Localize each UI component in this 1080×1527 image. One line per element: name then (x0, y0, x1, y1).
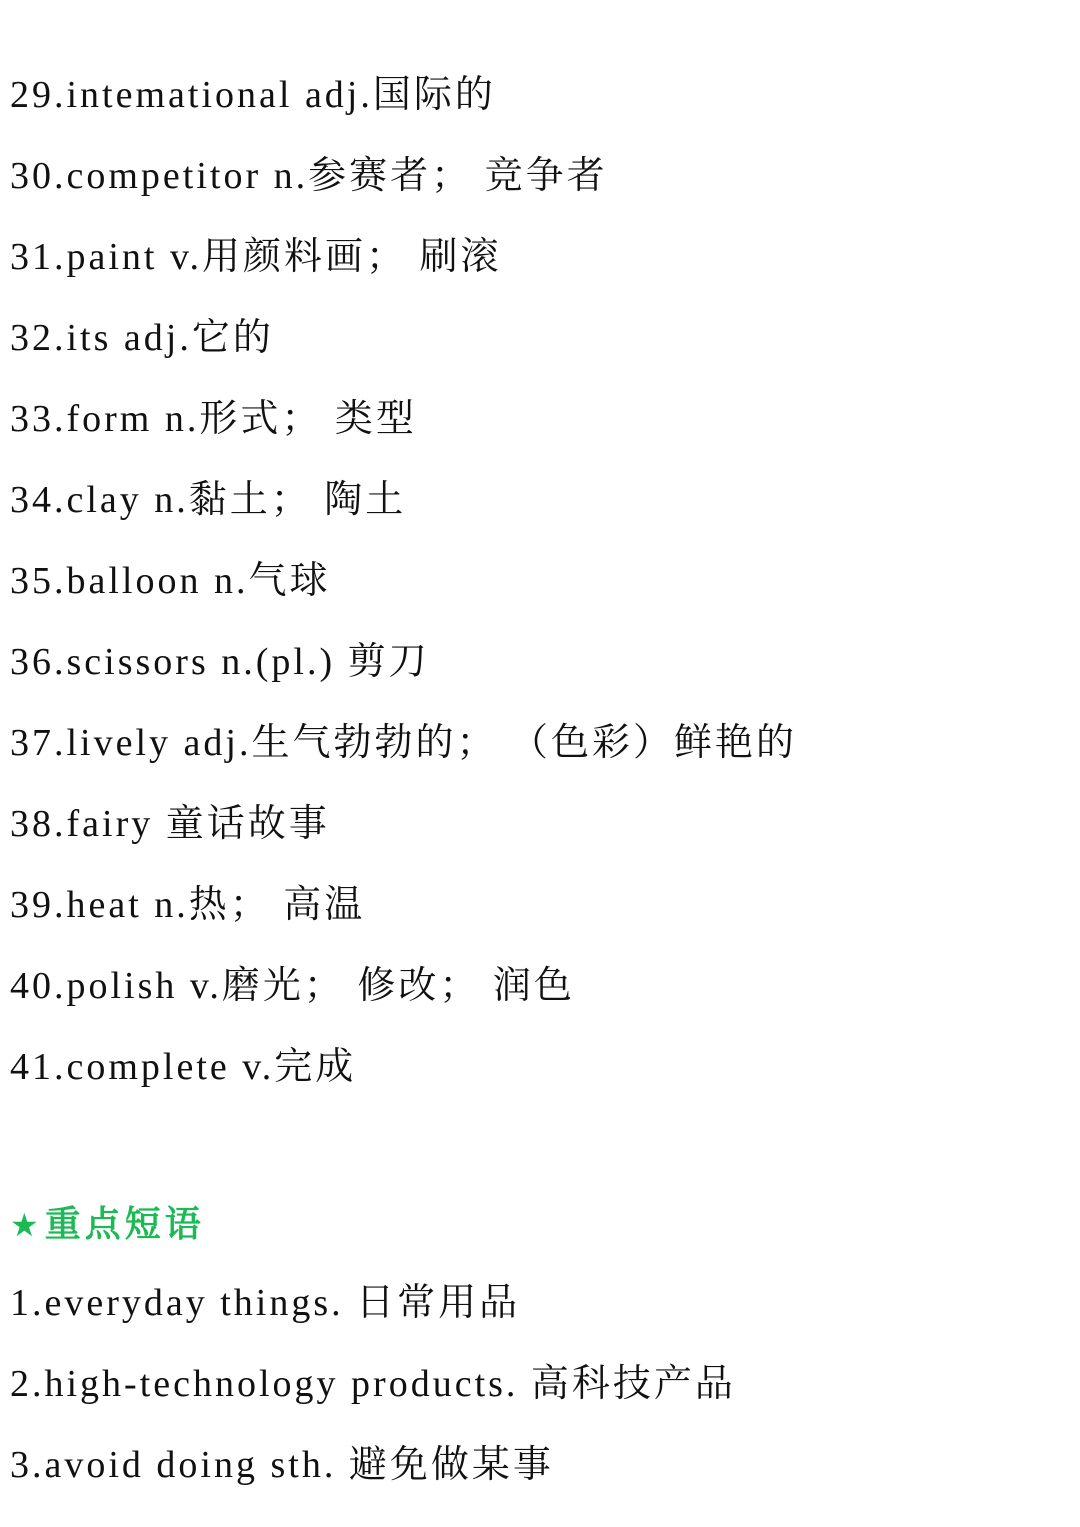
vocabulary-list (10, 66, 797, 1119)
phrase-item: 3.avoid doing sth. 避免做某事 (10, 1444, 554, 1486)
section-title: 重点短语 (44, 1204, 205, 1245)
vocab-item: 37.lively adj.生气勃勃的； （色彩）鲜艳的 (10, 722, 797, 764)
vocab-item: 38.fairy 童话故事 (10, 803, 330, 845)
phrase-list (10, 1274, 736, 1517)
vocab-item: 33.form n.形式； 类型 (10, 398, 417, 440)
key-phrases-heading (10, 1196, 205, 1254)
vocab-item: 34.clay n.黏土； 陶土 (10, 479, 407, 521)
vocab-item: 41.complete v.完成 (10, 1046, 357, 1088)
vocab-item: 29.intemational adj.国际的 (10, 74, 496, 116)
vocab-item: 40.polish v.磨光； 修改； 润色 (10, 965, 575, 1007)
vocab-item: 39.heat n.热； 高温 (10, 884, 366, 926)
phrase-item: 2.high-technology products. 高科技产品 (10, 1363, 736, 1405)
phrase-item: 1.everyday things. 日常用品 (10, 1282, 521, 1324)
vocab-item: 36.scissors n.(pl.) 剪刀 (10, 641, 430, 683)
star-icon: ★ (10, 1206, 43, 1244)
vocab-item: 32.its adj.它的 (10, 317, 274, 359)
vocab-item: 35.balloon n.气球 (10, 560, 331, 602)
vocab-item: 30.competitor n.参赛者； 竞争者 (10, 155, 608, 197)
vocab-item: 31.paint v.用颜料画； 刷滚 (10, 236, 502, 278)
